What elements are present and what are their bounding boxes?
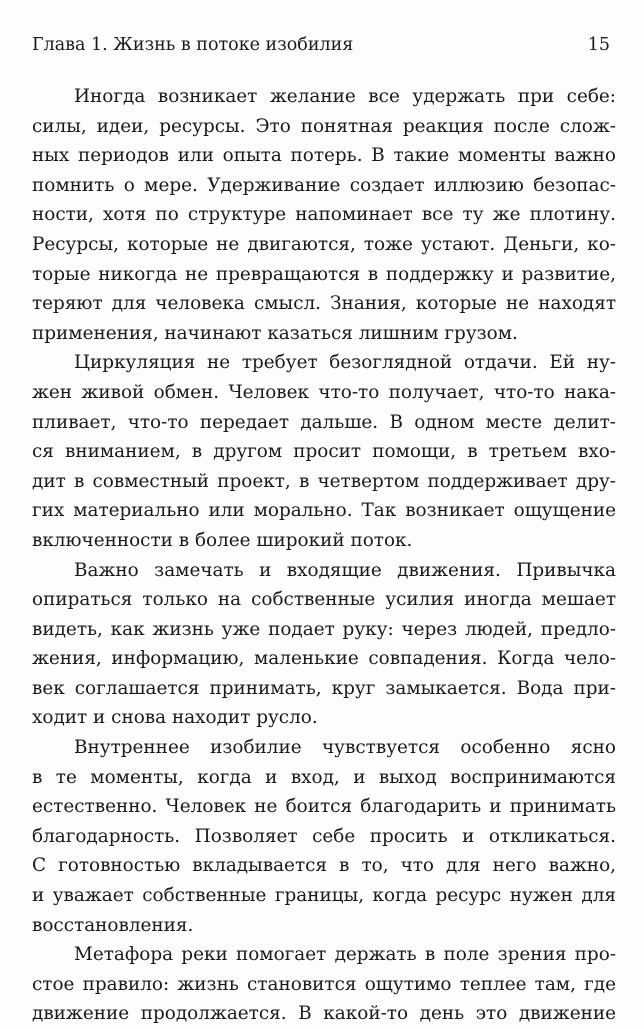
text-line: Важно замечать и входящие движения. Привычка [74,559,616,581]
text-line: Внутреннее изобилие чувствуется особенно ясно [74,737,616,759]
paragraph [32,556,616,734]
text-line: видеть, как жизнь уже подает руку: через людей, предло- [32,618,616,640]
paragraph [32,82,616,348]
text-line: движение продолжается. В какой-то день это движение [32,1003,616,1025]
chapter-title: Глава 1. Жизнь в потоке изобилия [32,35,354,55]
text-line: ности, хотя по структуре напоминает все ту же плотину. [32,204,616,226]
text-line: Иногда возникает желание все удержать при себе: [74,86,616,107]
body-text [32,82,616,1029]
text-line: ся вниманием, в другом просит помощи, в третьем вхо- [32,441,616,463]
text-line: опираться только на собственные усилия иногда мешает [32,589,616,611]
text-line: в те моменты, когда и вход, и выход воспринимаются [32,766,616,788]
text-line: жен живой обмен. Человек что-то получает, что-то нака- [32,381,616,403]
text-line: пливает, что-то передает дальше. В одном месте делит- [32,411,616,433]
paragraph [32,348,616,555]
text-line: Метафора реки помогает держать в поле зрения про- [74,944,616,966]
text-line: жения, информацию, маленькие совпадения. Когда чело- [32,648,616,670]
text-line: помнить о мере. Удерживание создает иллюзию безопас- [32,174,616,196]
text-line: стое правило: жизнь становится ощутимо теплее там, где [32,973,616,995]
text-line: благодарность. Позволяет себе просить и откликаться. [32,825,616,847]
text-line: Ресурсы, которые не двигаются, тоже устают. Деньги, ко- [32,233,616,255]
text-line: естественно. Человек не боится благодарить и принимать [32,796,616,818]
text-line: дит в совместный проект, в четвертом поддерживает дру- [32,470,616,492]
text-line: включенности в более широкий поток. [32,529,413,551]
text-line: ных периодов или опыта потерь. В такие моменты важно [32,145,616,167]
text-line: применения, начинают казаться лишним грузом. [32,322,518,344]
page-number: 15 [587,35,610,55]
text-line: торые никогда не превращаются в поддержку и развитие, [32,263,616,285]
text-line: ходит и снова находит русло. [32,707,318,729]
paragraph [32,733,616,940]
running-head [32,34,616,56]
book-page [32,34,616,1029]
text-line: теряют для человека смысл. Знания, которые не находят [32,293,616,315]
text-line: силы, идеи, ресурсы. Это понятная реакция после слож- [32,115,616,137]
paragraph [32,940,616,1029]
text-line: и уважает собственные границы, когда ресурс нужен для [32,885,616,907]
text-line: Циркуляция не требует безоглядной отдачи. Ей ну- [74,352,616,374]
text-line: восстановления. [32,914,194,936]
text-line: гих материально или морально. Так возникает ощущение [32,500,616,522]
text-line: век соглашается принимать, круг замыкается. Вода при- [32,677,616,699]
text-line: С готовностью вкладывается в то, что для него важно, [32,855,616,877]
